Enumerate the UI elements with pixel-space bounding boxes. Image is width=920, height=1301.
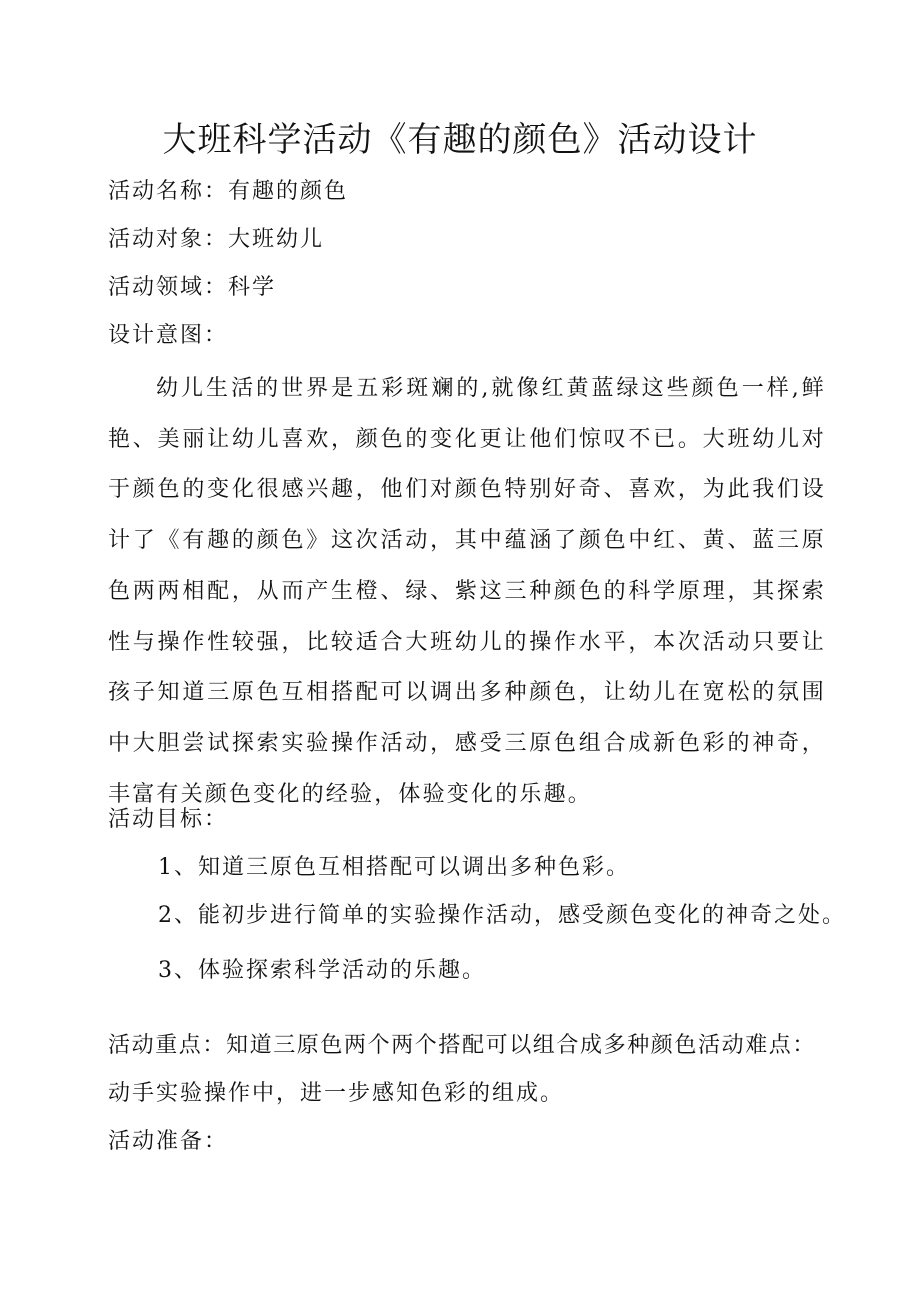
design-intent-heading: 设计意图：: [108, 323, 229, 348]
key-points-line: 活动重点：知道三原色两个两个搭配可以组合成多种颜色活动难点：: [108, 1033, 817, 1058]
preparation-heading: 活动准备：: [108, 1129, 229, 1154]
activity-target: 活动对象：大班幼儿: [108, 227, 325, 252]
goal-item: 3、体验探索科学活动的乐趣。: [158, 958, 486, 983]
goals-heading: 活动目标：: [108, 807, 229, 832]
design-intent-paragraph: 幼儿生活的世界是五彩斑斓的,就像红黄蓝绿这些颜色一样,鲜艳、美丽让幼儿喜欢，颜色的变化更让他们惊叹不已。大班幼儿对于颜色的变化很感兴趣，他们对颜色特别好奇、喜欢，为此我们设计了《有趣的颜色》这次活动，其中蕴涵了颜色中红、黄、蓝三原色两两相配，从而产生橙、绿、紫这三种颜色的科学原理，其探索性与操作性较强，比较适合大班幼儿的操作水平，本次活动只要让孩子知道三原色互相搭配可以调出多种颜色，让幼儿在宽松的氛围中大胆尝试探索实验操作活动，感受三原色组合成新色彩的神奇，丰富有关颜色变化的经验，体验变化的乐趣。: [108, 376, 826, 807]
goal-item: 2、能初步进行简单的实验操作活动，感受颜色变化的神奇之处。: [158, 903, 846, 928]
goal-item: 1、知道三原色互相搭配可以调出多种色彩。: [158, 855, 630, 880]
activity-name: 活动名称：有趣的颜色: [108, 179, 349, 204]
activity-domain: 活动领域：科学: [108, 275, 277, 300]
document-title: 大班科学活动《有趣的颜色》活动设计: [162, 120, 758, 160]
key-points-line-continued: 动手实验操作中，进一步感知色彩的组成。: [108, 1081, 565, 1106]
